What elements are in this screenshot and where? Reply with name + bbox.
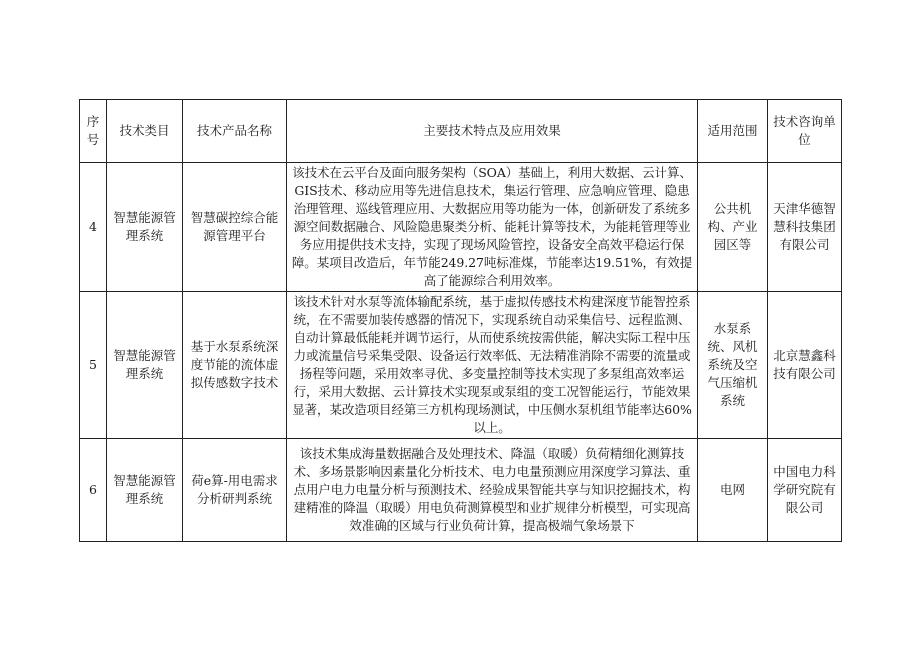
row-scope: 公共机构、产业园区等	[698, 163, 768, 292]
row-features: 该技术在云平台及面向服务架构（SOA）基础上，利用大数据、云计算、GIS技术、移动应用等先进信息技术，集运行管理、应急响应管理、隐患治理管理、巡线管理应用、大数据应用等功能为一体，创新研发了系统多源空间数据融合、风险隐患聚类分析、能耗计算等技术，为能耗管理等业务应用提供技术支持，实现了现场风险管控，设备安全高效平稳运行保障。某项目改造后，年节能249.27吨标准煤，节能率达19.51%，有效提高了能源综合利用效率。	[287, 163, 698, 292]
row-no: 4	[80, 163, 107, 292]
header-row	[80, 100, 842, 163]
row-features: 该技术针对水泵等流体输配系统，基于虚拟传感技术构建深度节能智控系统，在不需要加装传感器的情况下，实现系统自动采集信号、远程监测、自动计算最低能耗并调节运行，从而使系统按需供能，解决实际工程中压力或流量信号采集受限、设备运行效率低、无法精准消除不需要的流量或扬程等问题，采用效率寻优、多变量控制等技术实现了多泵组高效率运行，采用大数据、云计算技术实现泵或泵组的变工况智能运行，节能效果显著，某改造项目经第三方机构现场测试，中压侧水泵机组节能率达60%以上。	[287, 292, 698, 439]
row-no: 5	[80, 292, 107, 439]
row-features: 该技术集成海量数据融合及处理技术、降温（取暖）负荷精细化测算技术、多场景影响因素量化分析技术、电力电量预测应用深度学习算法、重点用户电力电量分析与预测技术、经验成果智能共享与知识挖掘技术，构建精准的降温（取暖）用电负荷测算模型和业扩规律分析模型，可实现高效准确的区域与行业负荷计算，提高极端气象场景下	[287, 439, 698, 542]
row-scope: 水泵系统、风机系统及空气压缩机系统	[698, 292, 768, 439]
table-row	[80, 163, 842, 292]
header-scope: 适用范围	[698, 100, 768, 163]
header-features: 主要技术特点及应用效果	[287, 100, 698, 163]
row-scope: 电网	[698, 439, 768, 542]
technology-table	[79, 99, 842, 542]
row-product: 荷e算-用电需求分析研判系统	[183, 439, 287, 542]
row-no: 6	[80, 439, 107, 542]
row-product: 基于水泵系统深度节能的流体虚拟传感数字技术	[183, 292, 287, 439]
header-category: 技术类目	[107, 100, 183, 163]
header-product: 技术产品名称	[183, 100, 287, 163]
row-consult: 天津华德智慧科技集团有限公司	[768, 163, 842, 292]
row-product: 智慧碳控综合能源管理平台	[183, 163, 287, 292]
header-consult: 技术咨询单位	[768, 100, 842, 163]
table-row	[80, 292, 842, 439]
row-category: 智慧能源管理系统	[107, 439, 183, 542]
table-row	[80, 439, 842, 542]
row-consult: 中国电力科学研究院有限公司	[768, 439, 842, 542]
header-no: 序号	[80, 100, 107, 163]
row-consult: 北京慧鑫科技有限公司	[768, 292, 842, 439]
row-category: 智慧能源管理系统	[107, 292, 183, 439]
row-category: 智慧能源管理系统	[107, 163, 183, 292]
